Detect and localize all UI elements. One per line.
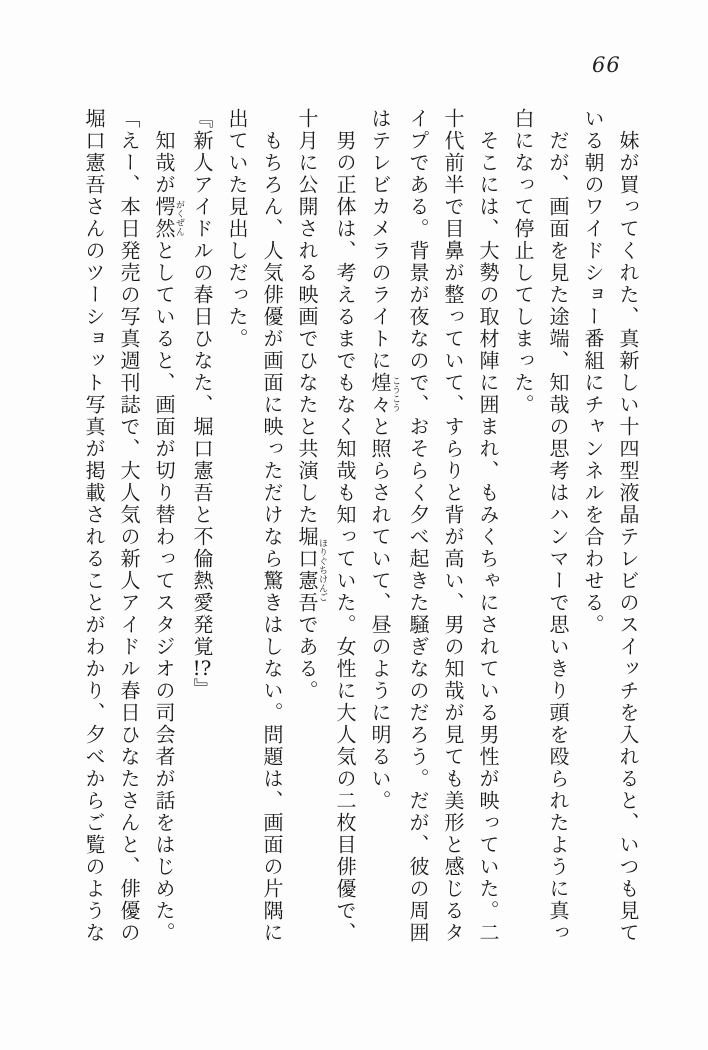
text-line: 男の正体は、考えるまでもなく知哉も知っていた。女性に大人気の二枚目俳優で、	[333, 108, 357, 944]
ruby-annotated-word: 愕然がくぜん	[152, 196, 184, 240]
ruby-annotated-word: 堀口憲吾ほりぐちけんご	[295, 526, 327, 614]
page-number: 66	[592, 53, 621, 77]
ruby-annotated-word: 煌々こうこう	[368, 372, 400, 416]
text-line: そこには、大勢の取材陣に囲まれ、もみくちゃにされている男性が映っていた。二	[476, 108, 500, 944]
text-line: イプである。背景が夜なので、おそらく夕べ起きた騒ぎなのだろう。だが、彼の周囲	[406, 108, 430, 944]
text-line: いる朝のワイドショー番組にチャンネルを合わせる。	[581, 108, 605, 636]
text-line: 『新人アイドルの春日ひなた、堀口憲吾と不倫熱愛発覚!?』	[190, 108, 214, 700]
text-line: 出ていた見出しだった。	[225, 108, 249, 350]
text-area	[83, 108, 645, 978]
text-line: 白になって停止してしまった。	[511, 108, 535, 416]
text-line: 堀口憲吾さんのツーショット写真が掲載されることがわかり、夕べからご覧のような	[82, 108, 106, 944]
text-line: もちろん、人気俳優が画面に映っただけなら驚きはしない。問題は、画面の片隅に	[260, 108, 284, 944]
horizontal-in-vertical-text: !?	[192, 658, 212, 678]
text-line: はテレビカメラのライトに煌々こうこうと照らされていて、昼のように明るい。	[368, 108, 400, 812]
text-line: 妹が買ってくれた、真新しい十四型液晶テレビのスイッチを入れると、いつも見て	[616, 108, 640, 944]
text-line: 知哉が愕然がくぜんとしていると、画面が切り替わってスタジオの司会者が話をはじめた。	[152, 108, 184, 944]
text-line: 「えー、本日発売の写真週刊誌で、大人気の新人アイドル春日ひなたさんと、俳優の	[117, 108, 141, 944]
text-line: 十代前半で目鼻が整っていて、すらりと背が高い、男の知哉が見ても美形と感じるタ	[441, 108, 465, 944]
text-line: だが、画面を見た途端、知哉の思考はハンマーで思いきり頭を殴られたように真っ	[546, 108, 570, 944]
text-line: 十月に公開される映画でひなたと共演した堀口憲吾ほりぐちけんごである。	[295, 108, 327, 702]
